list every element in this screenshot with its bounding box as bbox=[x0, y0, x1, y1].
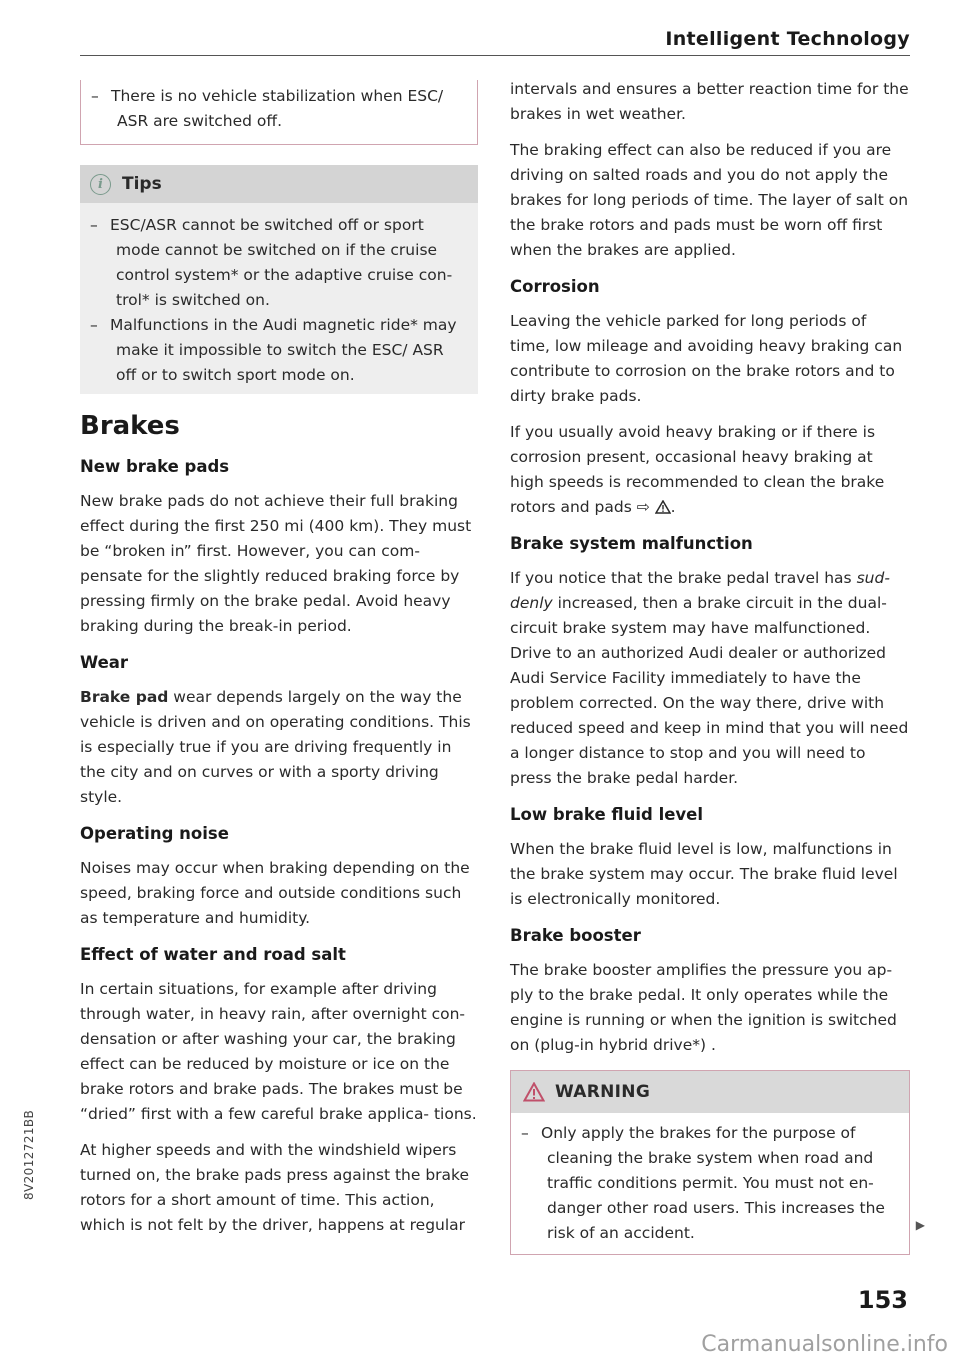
heading-brake-system-malfunction: Brake system malfunction bbox=[510, 534, 753, 553]
watermark: Carmanualsonline.info bbox=[701, 1332, 948, 1357]
document-code: 8V2012721BB bbox=[22, 1109, 36, 1200]
page-number: 153 bbox=[857, 1286, 908, 1314]
warning-box bbox=[510, 1070, 925, 1255]
section-title-brakes: Brakes bbox=[80, 411, 180, 441]
paragraph: If you notice that the brake pedal travel has sud- denly increased, then a brake circuit in the dual- circuit brake system may have malfunctioned. Drive to an authorized Audi dealer or authorized Audi Service Facility immediately to have the problem corrected. On the way there, drive with reduced speed and keep in mind that you will need a longer distance to stop and you will need to press the brake pedal harder. bbox=[510, 569, 909, 787]
heading-new-brake-pads: New brake pads bbox=[80, 457, 230, 476]
list-item: – ESC/ASR cannot be switched off or sport mode cannot be switched on if the cruise control system* or the adaptive cruise con- trol* is switched on. bbox=[90, 216, 453, 309]
paragraph: When the brake fluid level is low, malfunctions in the brake system may occur. The brake fluid level is electronically monitored. bbox=[510, 840, 898, 908]
right-column bbox=[510, 77, 925, 1255]
info-icon: i bbox=[90, 174, 111, 195]
heading-water-road-salt: Effect of water and road salt bbox=[80, 945, 346, 964]
list-item: – There is no vehicle stabilization when ESC/ ASR are switched off. bbox=[91, 87, 444, 130]
heading-wear: Wear bbox=[80, 653, 129, 672]
paragraph: New brake pads do not achieve their full braking effect during the first 250 mi (400 km). They must be “broken in” first. However, you can com- pensate for the slightly reduced braking force by pressing firmly on the brake pedal. Avoid heavy braking during the break-in period. bbox=[80, 492, 472, 635]
list-item: – Malfunctions in the Audi magnetic ride* may make it impossible to switch the ESC/ ASR off or to switch sport mode on. bbox=[90, 316, 457, 384]
warning-triangle-icon bbox=[523, 1082, 545, 1102]
list-item: – Only apply the brakes for the purpose of cleaning the brake system when road and traffic conditions permit. You must not en- danger other road users. This increases the risk of an accident. bbox=[521, 1124, 885, 1242]
warning-header bbox=[511, 1071, 909, 1113]
paragraph: Noises may occur when braking depending on the speed, braking force and outside conditions such as temperature and humidity. bbox=[80, 859, 470, 927]
tips-title: Tips bbox=[122, 173, 162, 194]
tips-header bbox=[80, 165, 478, 203]
warning-title: WARNING bbox=[555, 1081, 651, 1102]
heading-low-brake-fluid: Low brake fluid level bbox=[510, 805, 704, 824]
warning-continuation-box bbox=[80, 80, 478, 145]
tips-box bbox=[80, 165, 478, 394]
heading-brake-booster: Brake booster bbox=[510, 926, 641, 945]
warning-triangle-icon bbox=[655, 500, 671, 514]
paragraph: Leaving the vehicle parked for long periods of time, low mileage and avoiding heavy braking can contribute to corrosion on the brake rotors and to dirty brake pads. bbox=[510, 312, 903, 405]
paragraph: Brake pad wear depends largely on the way the vehicle is driven and on operating conditions. This is especially true if you are driving frequently in the city and on curves or with a sporty driving style. bbox=[80, 688, 471, 806]
paragraph: intervals and ensures a better reaction time for the brakes in wet weather. bbox=[510, 80, 909, 123]
left-column bbox=[80, 80, 478, 1249]
paragraph: The braking effect can also be reduced if you are driving on salted roads and you do not apply the brakes for long periods of time. The layer of salt on the brake rotors and pads must be worn off first when the brakes are applied. bbox=[510, 141, 909, 259]
paragraph: In certain situations, for example after driving through water, in heavy rain, after overnight con- densation or after washing your car, the braking effect can be reduced by moisture or ice on the brake rotors and brake pads. The brakes must be “dried” first with a few careful brake applica- tions. bbox=[80, 980, 477, 1123]
heading-corrosion: Corrosion bbox=[510, 277, 600, 296]
continue-arrow-icon: ▶ bbox=[915, 1218, 925, 1232]
heading-operating-noise: Operating noise bbox=[80, 824, 229, 843]
paragraph: At higher speeds and with the windshield wipers turned on, the brake pads press against the brake rotors for a short amount of time. This action, which is not felt by the driver, happens at regular bbox=[80, 1141, 469, 1234]
paragraph: The brake booster amplifies the pressure you ap- ply to the brake pedal. It only operates while the engine is running or when the ignition is switched on (plug-in hybrid drive*) . bbox=[510, 961, 897, 1054]
paragraph: If you usually avoid heavy braking or if there is corrosion present, occasional heavy braking at high speeds is recommended to clean the brake rotors and pads ⇨ . bbox=[510, 423, 885, 516]
running-header: Intelligent Technology bbox=[665, 28, 910, 50]
header-rule bbox=[80, 55, 910, 56]
